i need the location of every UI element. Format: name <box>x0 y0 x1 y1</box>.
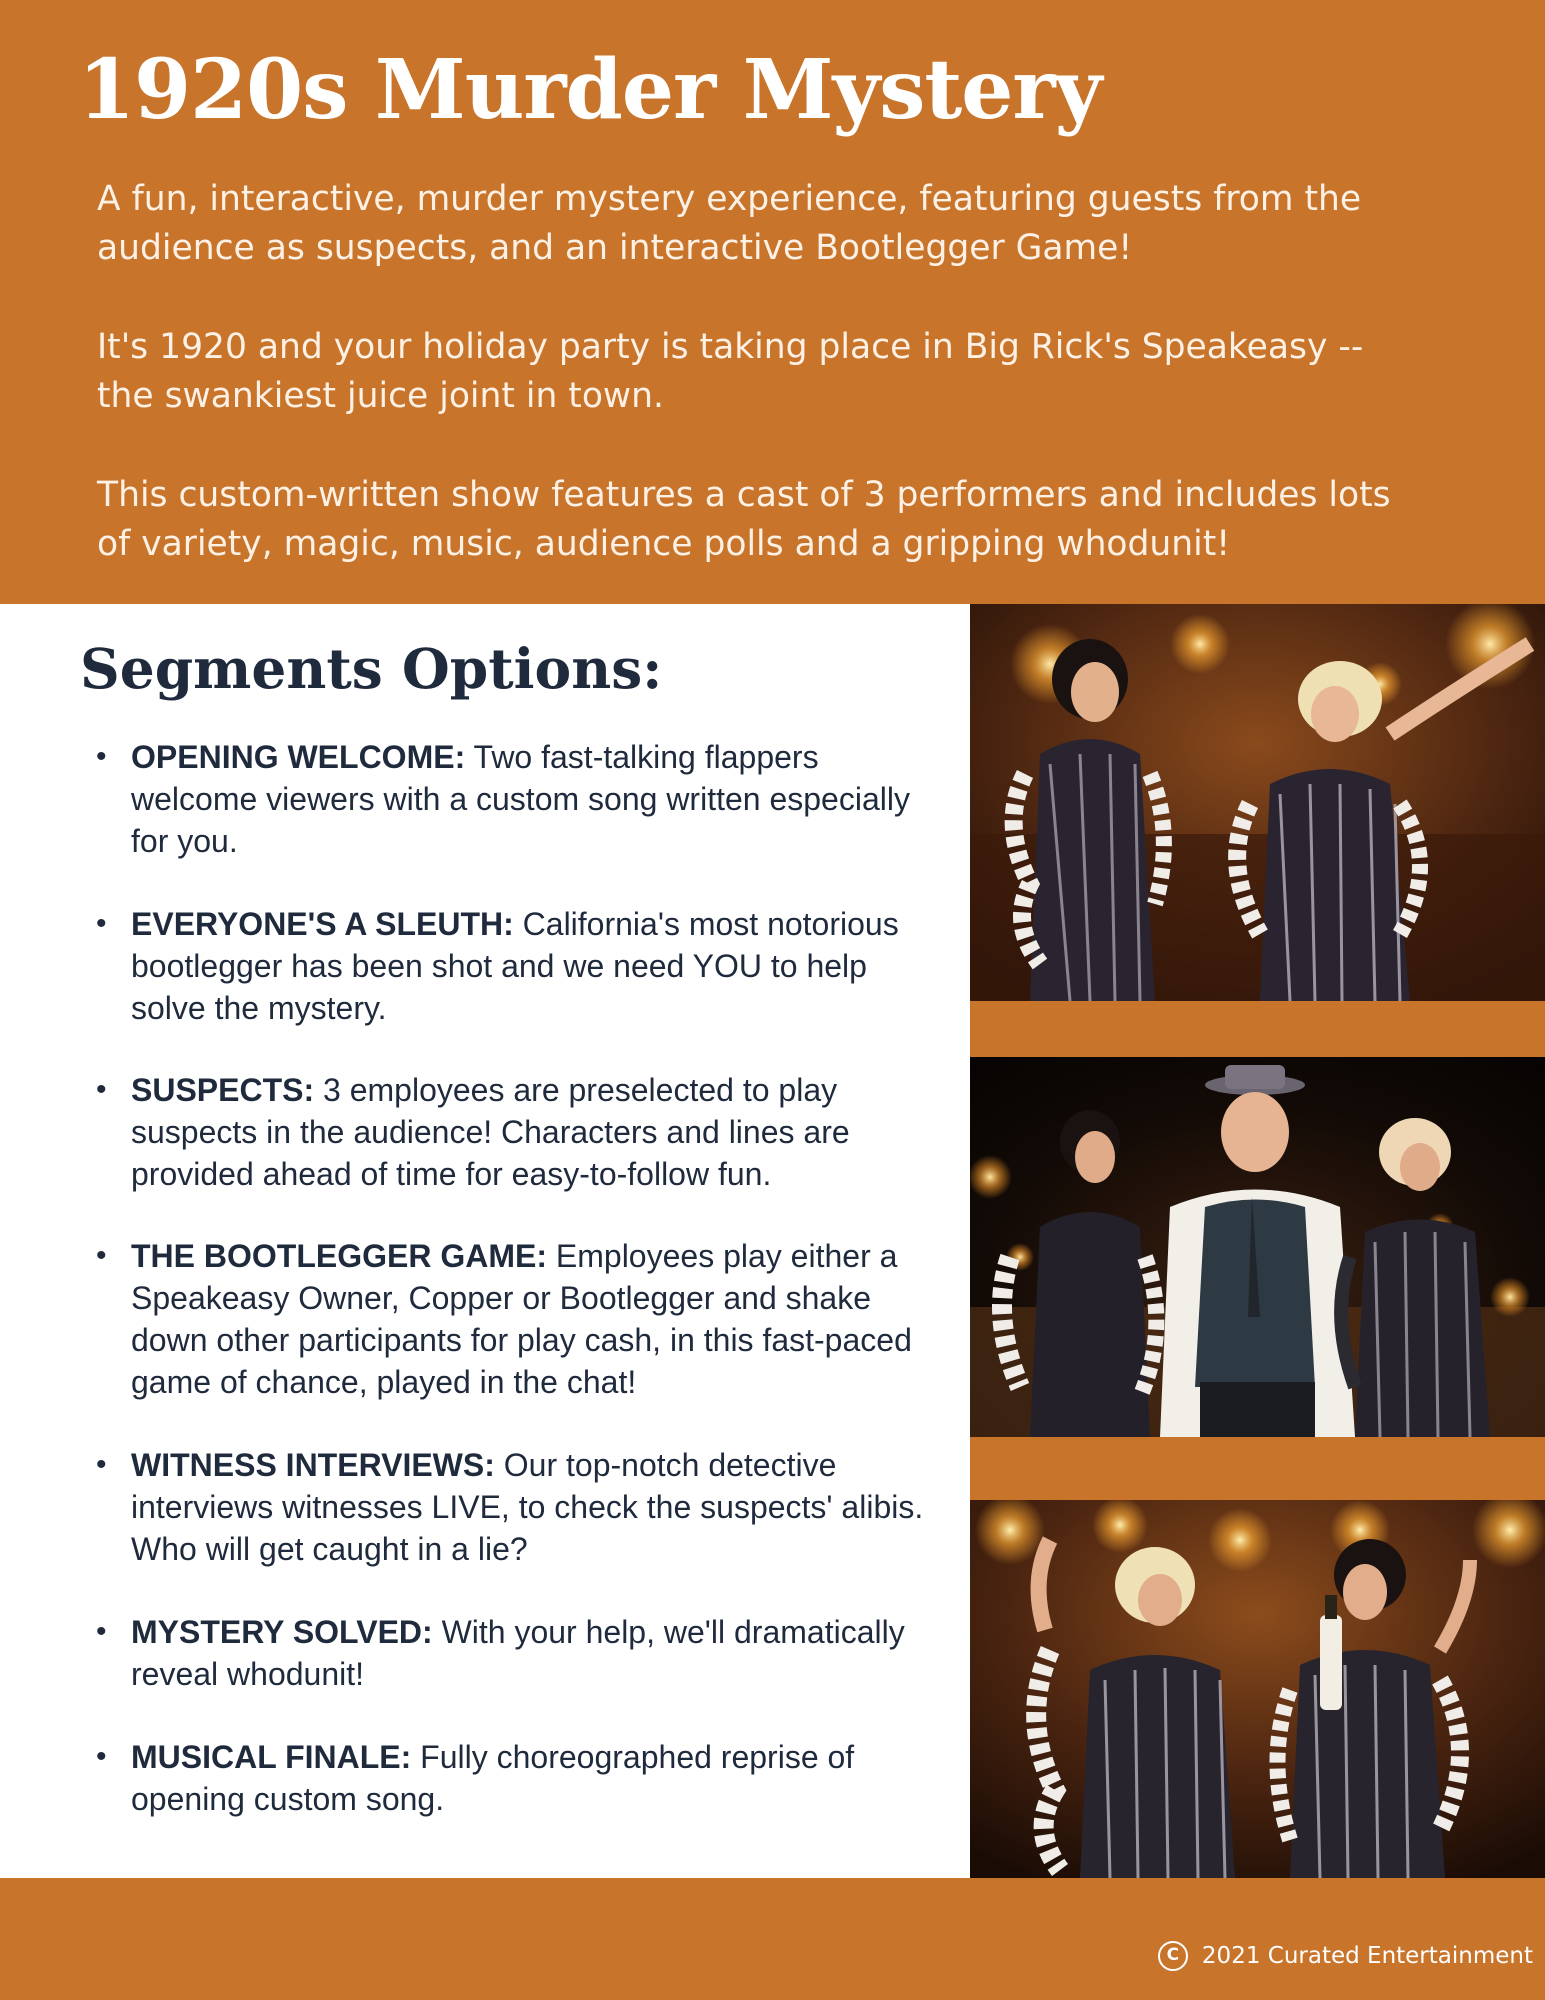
segment-item-suspects <box>96 1069 926 1195</box>
intro-paragraph-1: A fun, interactive, murder mystery experience, featuring guests from the audience as suspects, and an interactive Bootlegger Game! <box>97 179 1362 268</box>
segment-label: THE BOOTLEGGER GAME: <box>131 1238 547 1274</box>
segment-label: MUSICAL FINALE: <box>131 1739 412 1775</box>
intro-paragraph-3: This custom-written show features a cast of 3 performers and includes lots of variety, magic, music, audience polls and a gripping whodunit! <box>97 475 1391 564</box>
segments-heading: Segments Options: <box>80 636 663 701</box>
copyright-text: 2021 Curated Entertainment <box>1201 1943 1533 1969</box>
page-title: 1920s Murder Mystery <box>78 42 1102 138</box>
photo-flappers-celebrating-with-bottle <box>970 1500 1545 1878</box>
copyright-notice <box>1158 1941 1533 1971</box>
bullet-icon: • <box>96 1448 107 1481</box>
segment-description: Fully choreographed reprise of opening custom song. <box>131 1739 855 1817</box>
bullet-icon: • <box>96 907 107 940</box>
segment-item-musical-finale <box>96 1736 926 1820</box>
segment-description: Our top-notch detective interviews witnesses LIVE, to check the suspects' alibis. Who will get caught in a lie? <box>131 1447 924 1567</box>
bullet-icon: • <box>96 1239 107 1272</box>
footer-banner <box>0 1878 1545 2000</box>
segment-label: OPENING WELCOME: <box>131 739 466 775</box>
segment-label: SUSPECTS: <box>131 1072 315 1108</box>
bullet-icon: • <box>96 1615 107 1648</box>
bullet-icon: • <box>96 1073 107 1106</box>
bullet-icon: • <box>96 1740 107 1773</box>
photo-two-flappers-dancing <box>970 604 1545 1001</box>
segment-item-witness-interviews <box>96 1444 926 1570</box>
segment-description: Two fast-talking flappers welcome viewers with a custom song written especially for you. <box>131 739 910 859</box>
photo-detective-with-two-flappers <box>970 1057 1545 1437</box>
segment-description: 3 employees are preselected to play suspects in the audience! Characters and lines are provided ahead of time for easy-to-follow fun. <box>131 1072 850 1192</box>
segment-description: With your help, we'll dramatically reveal whodunit! <box>131 1614 905 1692</box>
intro-paragraph-2: It's 1920 and your holiday party is taking place in Big Rick's Speakeasy -- the swankiest juice joint in town. <box>97 327 1364 416</box>
segment-label: EVERYONE'S A SLEUTH: <box>131 906 514 942</box>
segment-label: WITNESS INTERVIEWS: <box>131 1447 495 1483</box>
segment-item-bootlegger-game <box>96 1235 926 1403</box>
segment-item-everyones-a-sleuth <box>96 903 926 1029</box>
segment-description: Employees play either a Speakeasy Owner, Copper or Bootlegger and shake down other participants for play cash, in this fast-paced game of chance, played in the chat! <box>131 1238 912 1400</box>
segment-item-mystery-solved <box>96 1611 926 1695</box>
segment-description: California's most notorious bootlegger has been shot and we need YOU to help solve the mystery. <box>131 906 899 1026</box>
segment-item-opening-welcome <box>96 736 926 862</box>
segment-label: MYSTERY SOLVED: <box>131 1614 433 1650</box>
copyright-icon: C <box>1158 1941 1188 1971</box>
bullet-icon: • <box>96 740 107 773</box>
